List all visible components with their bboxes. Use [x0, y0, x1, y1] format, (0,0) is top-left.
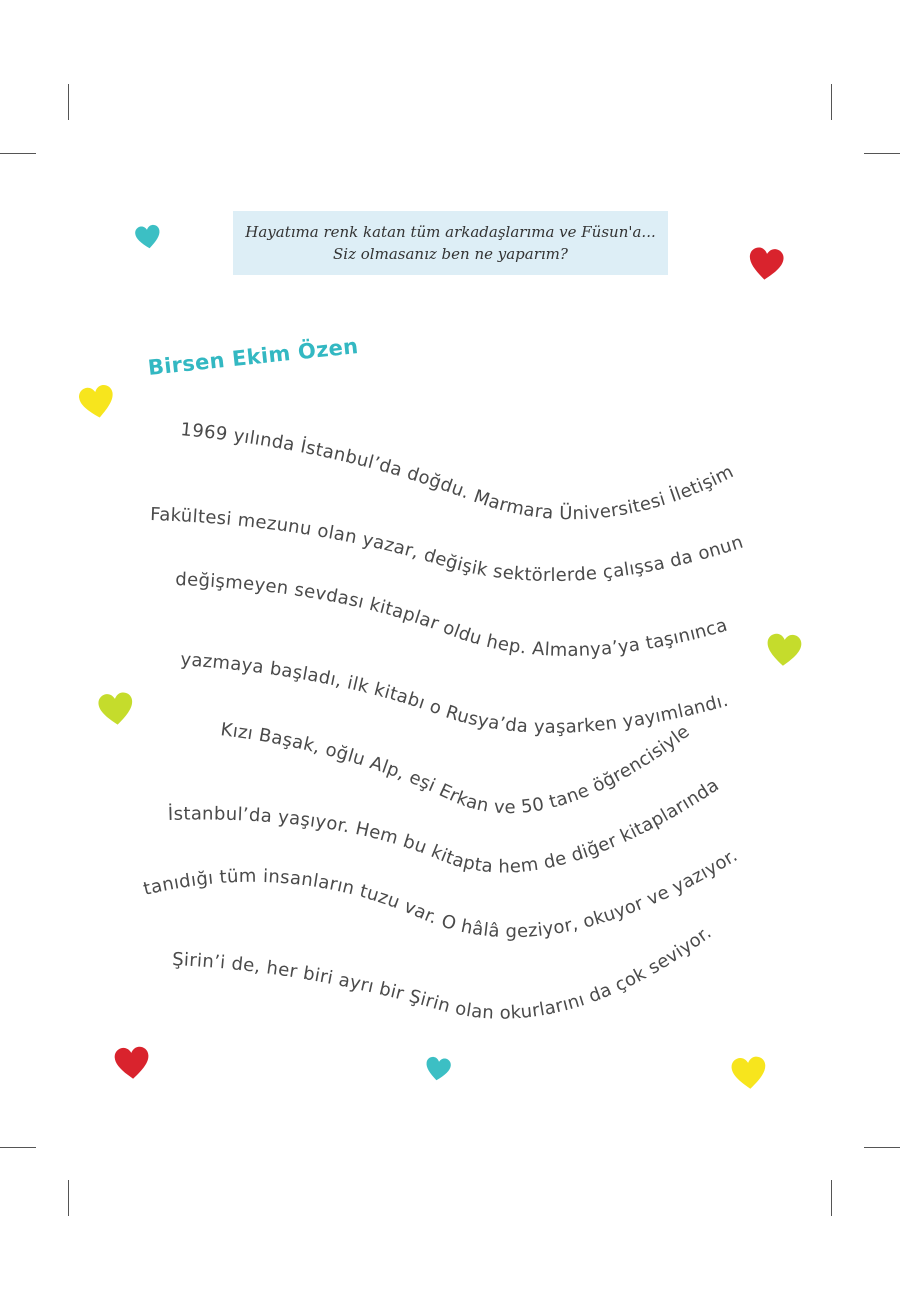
biography-line: Şirin’i de, her biri ayrı bir Şirin olan okurlarını da çok seviyor. — [171, 922, 716, 1024]
red-heart-icon — [746, 244, 786, 284]
lime-heart-icon — [96, 689, 136, 729]
dedication-line: Hayatıma renk katan tüm arkadaşlarıma ve Füsun'a... — [245, 223, 656, 241]
red-heart-icon — [113, 1044, 151, 1082]
biography-line: İstanbul’da yaşıyor. Hem bu kitapta hem de diğer kitaplarında — [167, 774, 723, 878]
yellow-heart-icon — [729, 1053, 768, 1092]
biography-line: değişmeyen sevdası kitaplar oldu hep. Almanya’ya taşınınca — [174, 568, 730, 661]
biography-line: tanıdığı tüm insanların tuzu var. O hâlâ geziyor, okuyor ve yazıyor. — [141, 845, 742, 943]
biography-line: yazmaya başladı, ilk kitabı o Rusya’da yaşarken yayımlandı. — [179, 649, 731, 738]
biography-line: Kızı Başak, oğlu Alp, eşi Erkan ve 50 tane öğrencisiyle — [219, 719, 694, 819]
biography-line: 1969 yılında İstanbul’da doğdu. Marmara Üniversitesi İletişim — [179, 419, 738, 525]
yellow-heart-icon — [76, 381, 118, 423]
dedication-line: Siz olmasanız ben ne yaparım? — [333, 245, 568, 263]
lime-heart-icon — [765, 631, 803, 669]
author-name: Birsen Ekim Özen — [146, 333, 360, 380]
teal-heart-icon — [423, 1054, 452, 1083]
teal-heart-icon — [133, 222, 162, 251]
biography-line: Fakültesi mezunu olan yazar, değişik sektörlerde çalışsa da onun — [149, 504, 746, 587]
